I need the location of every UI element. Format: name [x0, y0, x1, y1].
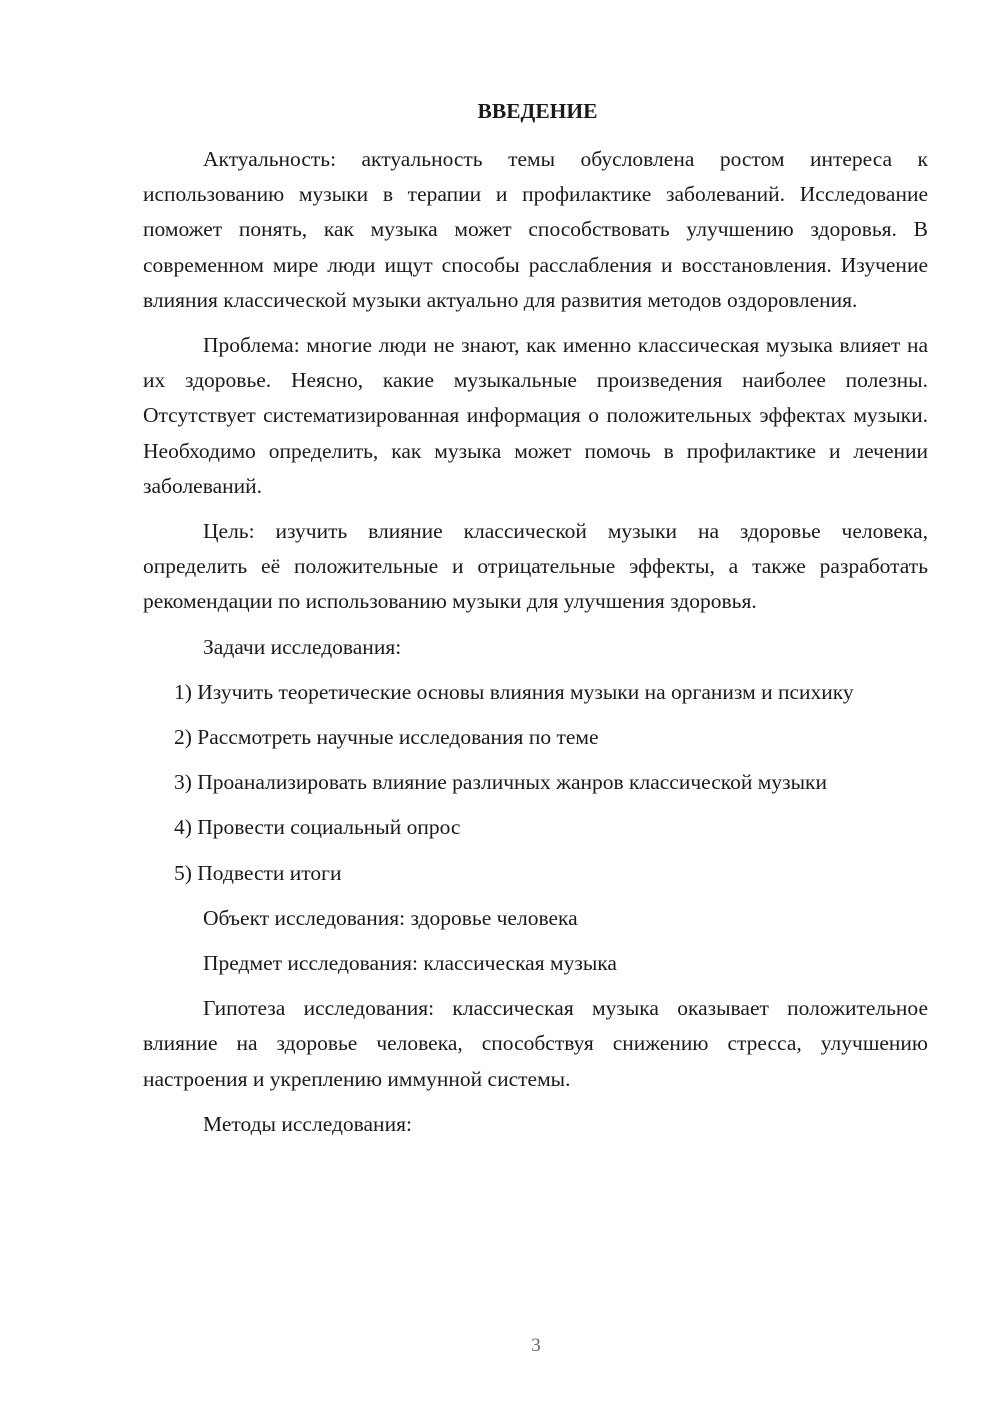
task-item: 5) Подвести итоги — [174, 860, 342, 885]
hypothesis-paragraph: Гипотеза исследования: классическая музыка оказывает положительное влияние на здоровье человека, способствуя снижению стресса, улучшению настроения и укреплению иммунной системы. — [143, 996, 928, 1091]
relevance-paragraph: Актуальность: актуальность темы обусловлена ростом интереса к использованию музыки в терапии и профилактике заболеваний. Исследование поможет понять, как музыка может способствовать улучшению здоровья. В современном мире люди ищут способы расслабления и восстановления. Изучение влияния классической музыки актуально для развития методов оздоровления. — [143, 147, 928, 312]
page-content — [143, 96, 928, 1142]
tasks-heading: Задачи исследования: — [203, 634, 402, 659]
task-item: 3) Проанализировать влияние различных жанров классической музыки — [174, 770, 827, 795]
task-item: 2) Рассмотреть научные исследования по теме — [174, 725, 599, 750]
subject-paragraph: Предмет исследования: классическая музыка — [203, 951, 617, 976]
goal-paragraph: Цель: изучить влияние классической музыки на здоровье человека, определить её положительные и отрицательные эффекты, а также разработать рекомендации по использованию музыки для улучшения здоровья. — [143, 519, 928, 614]
problem-paragraph: Проблема: многие люди не знают, как именно классическая музыка влияет на их здоровье. Неясно, какие музыкальные произведения наиболее полезны. Отсутствует систематизированная информация о положительных эффектах музыки. Необходимо определить, как музыка может помочь в профилактике и лечении заболеваний. — [143, 333, 928, 498]
page-number: 3 — [531, 1335, 541, 1356]
object-paragraph: Объект исследования: здоровье человека — [203, 905, 578, 930]
task-item: 4) Провести социальный опрос — [174, 815, 461, 840]
methods-heading: Методы исследования: — [203, 1111, 412, 1136]
task-item: 1) Изучить теоретические основы влияния музыки на организм и психику — [174, 679, 854, 704]
page-title: ВВЕДЕНИЕ — [477, 99, 598, 123]
